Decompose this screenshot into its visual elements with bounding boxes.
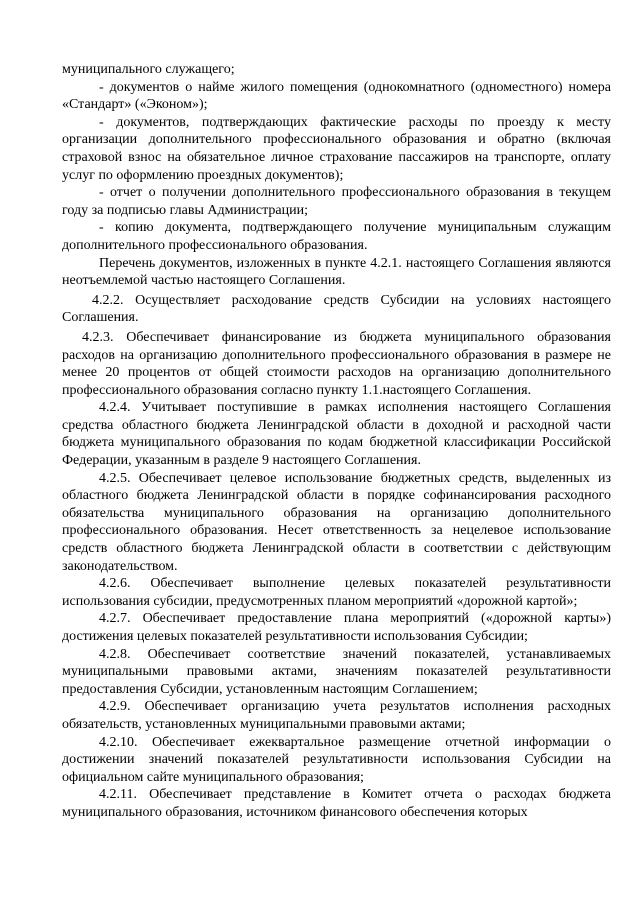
paragraph-documents-list: Перечень документов, изложенных в пункте 4.2.1. настоящего Соглашения являются неотъемлемой частью настоящего Соглашения. — [62, 255, 611, 289]
list-item-report: - отчет о получении дополнительного профессионального образования в текущем году за подписью главы Администрации; — [62, 185, 611, 218]
list-item-copy: - копию документа, подтверждающего получение муниципальным служащим дополнительного профессионального образования. — [62, 220, 611, 253]
paragraph-continuation: муниципального служащего; — [62, 62, 235, 77]
clause-4-2-11: 4.2.11. Обеспечивает представление в Комитет отчета о расходах бюджета муниципального образования, источником финансового обеспечения которых — [62, 787, 611, 820]
clause-4-2-9: 4.2.9. Обеспечивает организацию учета результатов исполнения расходных обязательств, установленных муниципальными правовыми актами; — [62, 699, 611, 732]
document-body — [62, 61, 611, 822]
clause-4-2-3: 4.2.3. Обеспечивает финансирование из бюджета муниципального образования расходов на организацию дополнительного профессионального образования в размере не менее 20 процентов от общей стоимости расходов на организацию дополнительного профессионального образования согласно пункту 1.1.настоящего Соглашения. — [62, 329, 611, 398]
clause-4-2-7: 4.2.7. Обеспечивает предоставление плана мероприятий («дорожной карты») достижения целевых показателей результативности использования Субсидии; — [62, 611, 611, 644]
list-item-travel: - документов, подтверждающих фактические расходы по проезду к месту организации дополнительного профессионального образования и обратно (включая страховой взнос на обязательное личное страхование пассажиров на транспорте, оплату услуг по оформлению проездных документов); — [62, 114, 611, 183]
clause-4-2-8: 4.2.8. Обеспечивает соответствие значений показателей, устанавливаемых муниципальными правовыми актами, значениям показателей результативности предоставления Субсидии, установленным настоящим Соглашением; — [62, 646, 611, 697]
clause-4-2-5: 4.2.5. Обеспечивает целевое использование бюджетных средств, выделенных из областного бюджета Ленинградской области в порядке софинансирования расходного обязательства муниципального образования на организацию дополнительного профессионального образования. Несет ответственность за нецелевое использование средств областного бюджета Ленинградской области в соответствии с действующим законодательством. — [62, 470, 611, 574]
clause-4-2-4: 4.2.4. Учитывает поступившие в рамках исполнения настоящего Соглашения средства областного бюджета Ленинградской области в доходной и расходной части бюджета муниципального образования по кодам бюджетной классификации Российской Федерации, указанным в разделе 9 настоящего Соглашения. — [62, 400, 611, 469]
list-item-housing: - документов о найме жилого помещения (однокомнатного (одноместного) номера «Стандарт» («Эконом»); — [62, 79, 611, 113]
clause-4-2-6: 4.2.6. Обеспечивает выполнение целевых показателей результативности использования субсидии, предусмотренных планом мероприятий «дорожной картой»; — [62, 576, 611, 609]
clause-4-2-10: 4.2.10. Обеспечивает ежеквартальное размещение отчетной информации о достижении значений показателей результативности использования Субсидии на официальном сайте муниципального образования; — [62, 734, 611, 785]
clause-4-2-2: 4.2.2. Осуществляет расходование средств Субсидии на условиях настоящего Соглашения. — [62, 292, 611, 326]
